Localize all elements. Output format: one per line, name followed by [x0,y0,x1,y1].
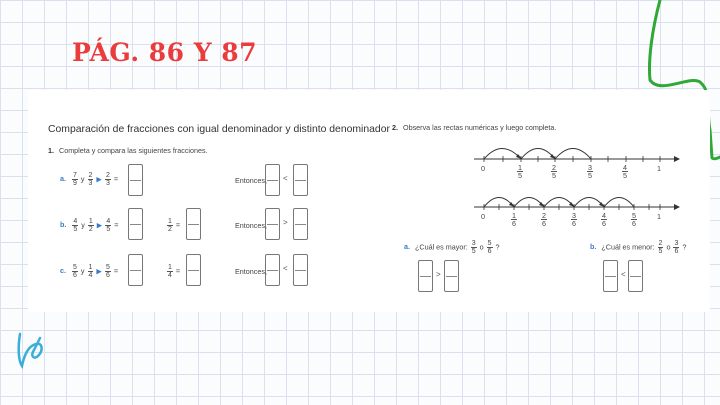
comparison-symbol: < [283,174,288,183]
tick-label-one: 1 [657,164,661,173]
blue-squiggle-decoration [14,326,50,372]
fraction: $\frac{5}{6}$ [105,264,110,279]
row-a-letter: a. [60,174,66,184]
tick-label-one: 1 [657,212,661,221]
row-b-expression: b. $\frac{4}{5}$ y $\frac{1}{2}$ ▶ $\frac{4}{5}$ = [60,218,119,233]
exercise2-number: 2. [392,123,398,132]
fraction: $\frac{1}{4}$ [168,264,172,279]
tick-fraction: $\frac{3}{6}$ [572,211,576,228]
row-c-mid: $\frac{1}{4}$ = [168,264,181,279]
question-a: a. ¿Cuál es mayor: $\frac{3}{5}$ o $\frac{5}{6}$ ? [404,240,500,255]
tick-fraction: $\frac{1}{5}$ [518,163,522,180]
fraction: $\frac{4}{5}$ [73,218,78,233]
tick-fraction: $\frac{4}{5}$ [623,163,627,180]
fraction: $\frac{3}{5}$ [471,240,476,255]
fraction: $\frac{2}{3}$ [88,172,93,187]
tick-fraction: $\frac{2}{6}$ [542,211,546,228]
comparison-symbol: > [283,218,288,227]
exercise2-text: Observa las rectas numéricas y luego completa. [403,123,557,132]
tick-label-zero: 0 [481,164,485,173]
row-b-mid: $\frac{1}{2}$ = [168,218,181,233]
fraction: $\frac{5}{6}$ [73,264,77,279]
exercise1-number: 1. [48,146,54,155]
row-a-entonces: Entonces, [235,176,267,185]
tick-label-zero: 0 [481,212,485,221]
fraction: $\frac{1}{4}$ [88,264,93,279]
row-c-entonces: Entonces, [235,267,267,276]
comparison-symbol: < [621,270,626,279]
row-b-entonces: Entonces, [235,221,267,230]
question-a-letter: a. [404,242,410,252]
answer-fraction-box[interactable] [603,260,618,292]
tick-fraction: $\frac{5}{6}$ [632,211,636,228]
tick-fraction: $\frac{4}{6}$ [602,211,606,228]
fraction: $\frac{5}{6}$ [487,240,492,255]
row-b-letter: b. [60,220,67,230]
row-c-expression: c. $\frac{5}{6}$ y $\frac{1}{4}$ ▶ $\frac{5}{6}$ = [60,264,119,279]
slide-title: PÁG. 86 Y 87 [72,38,258,67]
answer-fraction-box[interactable] [628,260,643,292]
answer-fraction-box[interactable] [444,260,459,292]
fraction: $\frac{7}{9}$ [73,172,77,187]
comparison-symbol: > [436,270,441,279]
tick-fraction: $\frac{2}{5}$ [552,163,556,180]
row-c-letter: c. [60,266,66,276]
comparison-symbol: < [283,264,288,273]
fraction: $\frac{1}{2}$ [168,218,172,233]
fraction: $\frac{3}{6}$ [674,240,679,255]
arc-arrowheads [509,202,605,207]
worksheet-heading: Comparación de fracciones con igual denominador y distinto denominador [48,124,390,135]
number-line-arrowhead [674,156,680,162]
tick-fraction: $\frac{1}{6}$ [512,211,516,228]
answer-fraction-box[interactable] [418,260,433,292]
question-b: b. ¿Cuál es menor: $\frac{2}{5}$ o $\frac{3}{6}$ ? [590,240,687,255]
fraction: $\frac{2}{5}$ [658,240,663,255]
fraction: $\frac{1}{2}$ [88,218,93,233]
fraction: $\frac{4}{5}$ [106,218,111,233]
tick-fraction: $\frac{3}{5}$ [588,163,592,180]
worksheet [28,90,710,312]
fraction: $\frac{2}{3}$ [105,172,110,187]
exercise1-text: Completa y compara las siguientes fracciones. [59,146,208,155]
question-b-letter: b. [590,242,597,252]
number-line-arrowhead [674,204,680,210]
number-line-jump-arcs [484,149,591,160]
row-a-expression: a. $\frac{7}{9}$ y $\frac{2}{3}$ ▶ $\frac{2}{3}$ = [60,172,119,187]
